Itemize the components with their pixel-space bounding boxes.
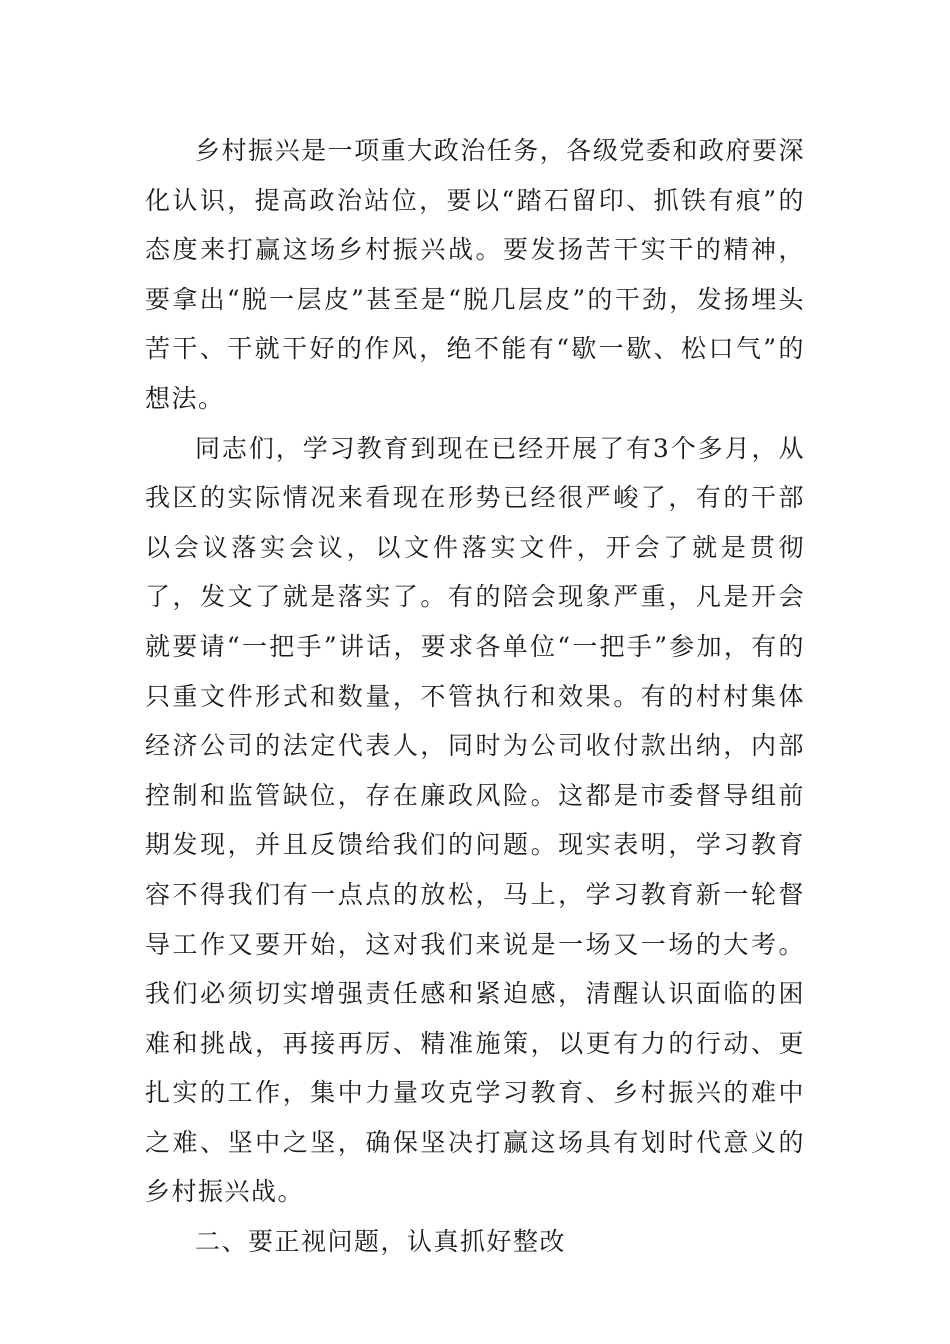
paragraph-comrades: 同志们，学习教育到现在已经开展了有3个多月，从我区的实际情况来看现在形势已经很严峻了，有的干部以会议落实会议，以文件落实文件，开会了就是贯彻了，发文了就是落实了。有的陪会现象严重，凡是开会就要请“一把手”讲话，要求各单位“一把手”参加，有的只重文件形式和数量，不管执行和效果。有的村村集体经济公司的法定代表人，同时为公司收付款出纳，内部控制和监管缺位，存在廉政风险。这都是市委督导组前期发现，并且反馈给我们的问题。现实表明，学习教育容不得我们有一点点的放松，马上，学习教育新一轮督导工作又要开始，这对我们来说是一场又一场的大考。我们必须切实增强责任感和紧迫感，清醒认识面临的困难和挑战，再接再厉、精准施策，以更有力的行动、更扎实的工作，集中力量攻克学习教育、乡村振兴的难中之难、坚中之坚，确保坚决打赢这场具有划时代意义的乡村振兴战。 bbox=[145, 433, 805, 1207]
section-heading: 二、要正视问题，认真抓好整改 bbox=[195, 1227, 567, 1257]
document-body bbox=[145, 126, 805, 1267]
paragraph-rural-revitalization: 乡村振兴是一项重大政治任务，各级党委和政府要深化认识，提高政治站位，要以“踏石留印、抓铁有痕”的态度来打赢这场乡村振兴战。要发扬苦干实干的精神，要拿出“脱一层皮”甚至是“脱几层皮”的干劲，发扬埋头苦干、干就干好的作风，绝不能有“歇一歇、松口气”的想法。 bbox=[145, 136, 805, 413]
